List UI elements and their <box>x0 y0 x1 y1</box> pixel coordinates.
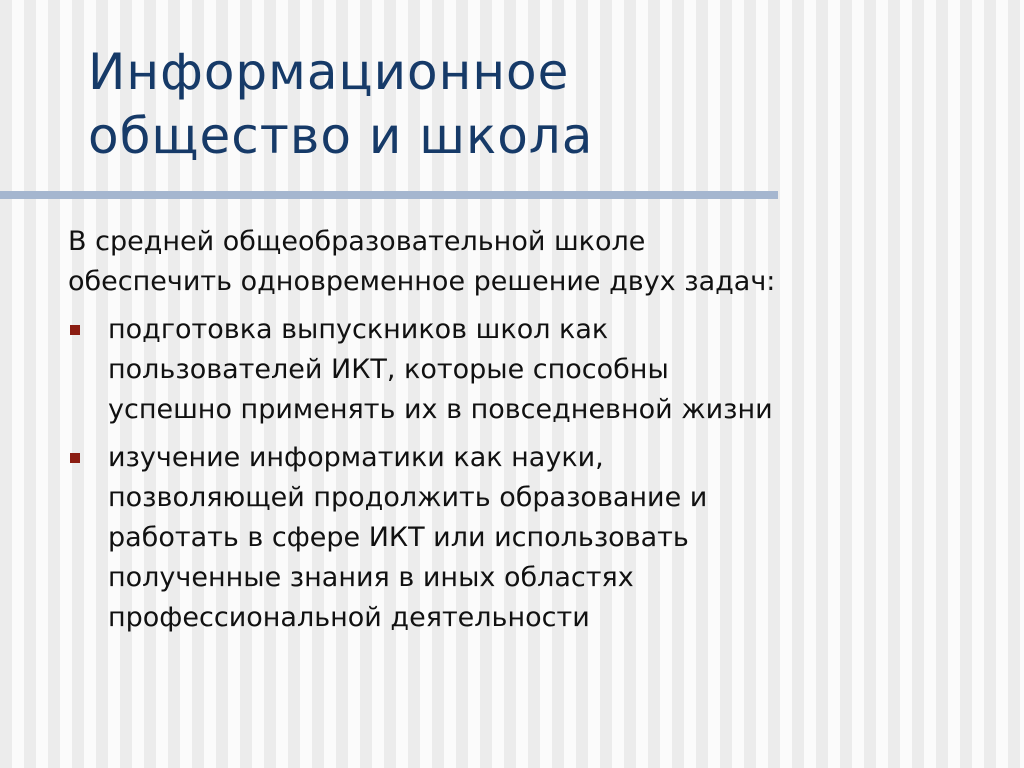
title-line-2: общество и школа <box>88 107 594 165</box>
bullet-item-1 <box>68 310 988 430</box>
title-underline <box>0 191 778 199</box>
title-line-1: Информационное <box>88 43 570 101</box>
bullet-item-2 <box>68 438 988 638</box>
square-bullet-icon <box>70 453 80 463</box>
bullet-2-line-3: работать в сфере ИКТ или использовать <box>108 522 689 553</box>
bullet-1-line-2: пользователей ИКТ, которые способны <box>108 354 669 385</box>
bullet-1-line-3: успешно применять их в повседневной жизни <box>108 394 773 425</box>
bullet-1-line-1: подготовка выпускников школ как <box>108 314 609 345</box>
bullet-2-line-1: изучение информатики как науки, <box>108 442 604 473</box>
intro-line-1: В средней общеобразовательной школе <box>68 226 646 257</box>
intro-line-2: обеспечить одновременное решение двух задач: <box>68 266 776 297</box>
bullet-2-line-4: полученные знания в иных областях <box>108 562 634 593</box>
bullet-2-line-2: позволяющей продолжить образование и <box>108 482 708 513</box>
slide-body <box>68 222 988 646</box>
bullet-list <box>68 310 988 638</box>
bullet-2-line-5: профессиональной деятельности <box>108 602 590 633</box>
intro-paragraph <box>68 222 988 302</box>
square-bullet-icon <box>70 325 80 335</box>
slide-title <box>88 40 968 168</box>
